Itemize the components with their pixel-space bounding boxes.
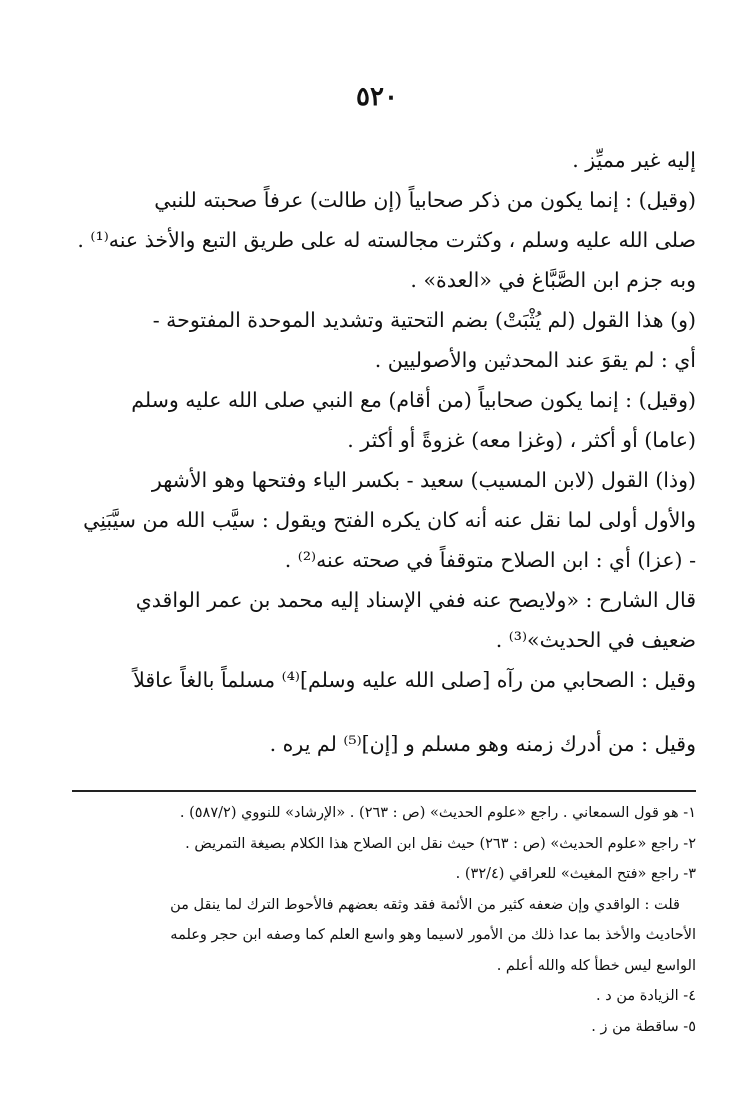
text-line: إليه غير مميِّز . [572,148,696,172]
text-line: - (عزا) أي : ابن الصلاح متوقفاً في صحته عنه⁽²⁾ . [284,548,696,572]
text-line: ضعيف في الحديث»⁽³⁾ . [495,628,696,652]
text-line: والأول أولى لما نقل عنه أنه كان يكره الفتح ويقول : سيَّب الله من سيَّبَنِي [83,508,696,532]
text-line: (وقيل) : إنما يكون من ذكر صحابياً (إن طالت) عرفاً صحبته للنبي [154,188,696,212]
text-line: وبه جزم ابن الصَّبَّاغ في «العدة» . [410,268,696,292]
footnote-1: ١- هو قول السمعاني . راجع «علوم الحديث» (ص : ٢٦٣) . «الإرشاد» للنووي (٥٨٧/٢) . [179,805,696,821]
footnote-comment-line: الواسع ليس خطأ كله والله أعلم . [496,957,696,974]
footnote-5: ٥- ساقطة من ز . [591,1018,696,1035]
footnote-divider [72,790,696,792]
page-number: ٥٢٠ [356,82,398,112]
text-line: وقيل : الصحابي من رآه [صلى الله عليه وسلم]⁽⁴⁾ مسلماً بالغاً عاقلاً [133,668,696,692]
text-line: (وقيل) : إنما يكون صحابياً (من أقام) مع النبي صلى الله عليه وسلم [131,388,696,412]
footnote-comment-line: الأحاديث والأخذ بما عدا ذلك من الأمور لاسيما وهو واسع العلم كما وصفه ابن حجر وعلمه [170,927,696,943]
text-line: صلى الله عليه وسلم ، وكثرت مجالسته له على طريق التبع والأخذ عنه⁽¹⁾ . [77,228,696,252]
main-text [76,140,696,764]
text-line: (وذا) القول (لابن المسيب) سعيد - بكسر الياء وفتحها وهو الأشهر [151,468,696,492]
footnote-comment-line: قلت : الواقدي وإن ضعفه كثير من الأئمة فقد وثقه بعضهم فالأحوط الترك لما ينقل من [170,896,680,913]
footnote-3: ٣- راجع «فتح المغيث» للعراقي (٣٢/٤) . [455,866,696,882]
text-line: (و) هذا القول (لم يُثْبَتْ) بضم التحتية وتشديد الموحدة المفتوحة - [152,308,696,332]
text-line: (عاما) أو أكثر ، (وغزا معه) غزوةً أو أكثر . [347,428,696,452]
text-line: وقيل : من أدرك زمنه وهو مسلم و [إن]⁽⁵⁾ لم يره . [269,732,696,756]
footnote-2: ٢- راجع «علوم الحديث» (ص : ٢٦٣) حيث نقل ابن الصلاح هذا الكلام بصيغة التمريض . [185,835,696,852]
text-line: قال الشارح : «ولايصح عنه ففي الإسناد إليه محمد بن عمر الواقدي [135,588,696,612]
text-line: أي : لم يقوَ عند المحدثين والأصوليين . [374,348,696,372]
paragraph-gap [76,700,696,724]
footnote-4: ٤- الزيادة من د . [596,988,696,1004]
footnotes [76,798,696,1042]
